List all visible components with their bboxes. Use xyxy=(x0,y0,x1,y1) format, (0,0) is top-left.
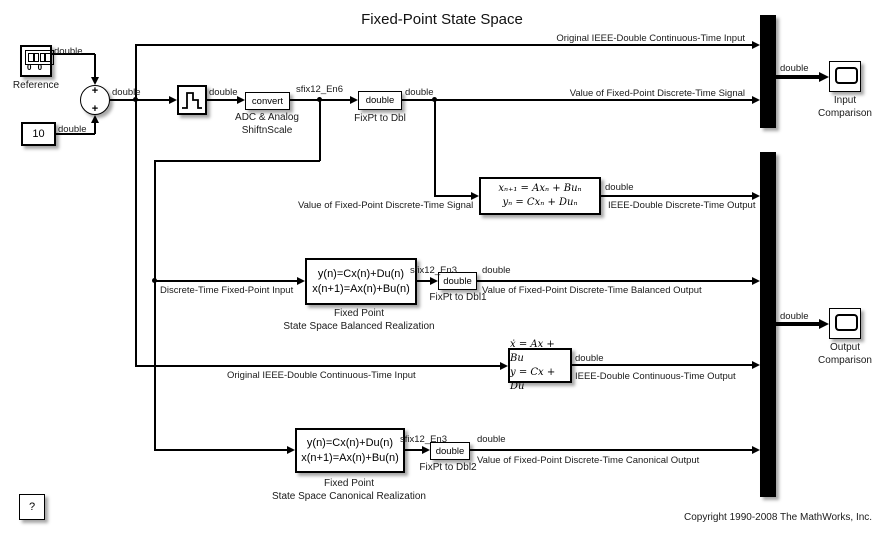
arrowhead xyxy=(297,277,305,285)
canonical-label-line1: Fixed Point xyxy=(323,478,375,489)
fixpt-to-dbl-text: double xyxy=(365,95,395,106)
arrowhead xyxy=(237,96,245,104)
signal-line[interactable] xyxy=(135,100,137,366)
arrowhead xyxy=(471,192,479,200)
signal-line[interactable] xyxy=(470,449,752,451)
arrowhead xyxy=(752,192,760,200)
balanced-realization-block[interactable] xyxy=(305,258,417,305)
arrowhead xyxy=(752,361,760,369)
arrowhead xyxy=(422,446,430,454)
datatype-label: double xyxy=(209,87,238,98)
balanced-eq-line1: y(n)=Cx(n)+Du(n) xyxy=(317,268,405,280)
signal-line[interactable] xyxy=(135,44,752,46)
signal-line[interactable] xyxy=(154,160,320,162)
datatype-label: double xyxy=(477,434,506,445)
sum-sign-bottom: + xyxy=(91,103,99,115)
arrowhead xyxy=(752,41,760,49)
signal-name-label: Original IEEE-Double Continuous-Time Input xyxy=(227,370,416,381)
arrowhead xyxy=(430,277,438,285)
signal-line[interactable] xyxy=(402,99,752,101)
diagram-title: Fixed-Point State Space xyxy=(361,11,523,28)
arrowhead xyxy=(169,96,177,104)
signal-name-label: Value of Fixed-Point Discrete-Time Signal xyxy=(569,88,745,99)
signal-line[interactable] xyxy=(776,75,819,79)
adc-label-line2: ShiftnScale xyxy=(241,125,293,136)
fixpt-to-dbl-block[interactable] xyxy=(358,91,402,110)
datatype-label: double xyxy=(780,311,809,322)
balanced-eq-line2: x(n+1)=Ax(n)+Bu(n) xyxy=(312,282,410,295)
doc-block[interactable] xyxy=(19,494,45,520)
sum-block[interactable] xyxy=(80,85,110,115)
continuous-state-space-block[interactable] xyxy=(508,338,572,392)
signal-line[interactable] xyxy=(417,280,430,282)
datatype-label: double xyxy=(58,124,87,135)
scope-screen-icon xyxy=(835,314,858,331)
signal-line[interactable] xyxy=(434,195,471,197)
doc-question-mark: ? xyxy=(28,501,36,513)
staircase-icon xyxy=(179,87,205,113)
signal-line[interactable] xyxy=(776,322,819,326)
signal-name-label: IEEE-Double Discrete-Time Output xyxy=(608,200,756,211)
signal-name-label: IEEE-Double Continuous-Time Output xyxy=(575,371,736,382)
datatype-label: double xyxy=(605,182,634,193)
datatype-label: double xyxy=(405,87,434,98)
arrowhead xyxy=(819,319,829,329)
balanced-label-line1: Fixed Point xyxy=(333,308,385,319)
signal-line[interactable] xyxy=(477,280,752,282)
constant-value: 10 xyxy=(32,128,45,140)
signal-line[interactable] xyxy=(572,364,752,366)
signal-builder-values: 0 0 xyxy=(27,63,45,72)
signal-line[interactable] xyxy=(207,99,237,101)
arrowhead xyxy=(91,115,99,123)
sum-sign-top: + xyxy=(91,85,99,97)
discrete-eq-line2: yₙ = Cxₙ + Duₙ xyxy=(502,197,578,208)
fixpt-to-dbl2-text: double xyxy=(435,445,465,457)
datatype-label: sfix12_En6 xyxy=(296,84,344,95)
copyright-text: Copyright 1990-2008 The MathWorks, Inc. xyxy=(684,512,873,523)
fixpt-to-dbl1-text: double xyxy=(443,275,472,287)
canonical-eq-line2: x(n+1)=Ax(n)+Bu(n) xyxy=(301,451,399,464)
signal-line[interactable] xyxy=(110,99,170,101)
arrowhead xyxy=(752,96,760,104)
arrowhead xyxy=(287,446,295,454)
datatype-label: sfix12_En3 xyxy=(400,434,448,445)
signal-name-label: Value of Fixed-Point Discrete-Time Balanced Output xyxy=(482,285,702,296)
adc-convert-block[interactable] xyxy=(245,92,290,110)
adc-label-line1: ADC & Analog xyxy=(235,112,299,123)
scope-screen-icon xyxy=(835,67,858,84)
arrowhead xyxy=(91,77,99,85)
input-scope-label-line2: Comparison xyxy=(818,108,872,119)
balanced-label-line2: State Space Balanced Realization xyxy=(283,321,435,332)
arrowhead xyxy=(752,446,760,454)
signal-line[interactable] xyxy=(434,100,436,196)
input-mux[interactable] xyxy=(760,15,776,128)
canonical-eq-line1: y(n)=Cx(n)+Du(n) xyxy=(306,437,394,449)
output-scope-label-line1: Output xyxy=(829,342,861,353)
signal-line[interactable] xyxy=(154,449,287,451)
fixpt-to-dbl1-label: FixPt to Dbl1 xyxy=(429,292,487,303)
signal-line[interactable] xyxy=(405,449,422,451)
output-mux[interactable] xyxy=(760,152,776,497)
signal-name-label: Value of Fixed-Point Discrete-Time Canonical Output xyxy=(477,455,700,466)
output-comparison-scope[interactable] xyxy=(829,308,861,339)
constant-block[interactable] xyxy=(21,122,56,146)
signal-name-label: Original IEEE-Double Continuous-Time Input xyxy=(556,33,745,44)
signal-line[interactable] xyxy=(154,280,297,282)
datatype-label: double xyxy=(780,63,809,74)
arrowhead xyxy=(350,96,358,104)
signal-line[interactable] xyxy=(601,195,752,197)
continuous-eq-line2: y = Cx + Du xyxy=(510,366,556,392)
signal-line[interactable] xyxy=(319,100,321,161)
canonical-realization-block[interactable] xyxy=(295,428,405,473)
arrowhead xyxy=(752,277,760,285)
signal-name-label: Discrete-Time Fixed-Point Input xyxy=(160,285,294,296)
discrete-state-space-block[interactable] xyxy=(479,177,601,215)
convert-text: convert xyxy=(251,95,284,107)
datatype-label: double xyxy=(482,265,511,276)
datatype-label: double xyxy=(575,353,604,364)
continuous-eq-line1: ẋ = Ax + Bu xyxy=(510,338,555,364)
canonical-label-line2: State Space Canonical Realization xyxy=(272,491,426,502)
discrete-eq-line1: xₙ₊₁ = Axₙ + Buₙ xyxy=(498,183,582,194)
arrowhead xyxy=(819,72,829,82)
zero-order-hold-block[interactable] xyxy=(177,85,207,115)
datatype-label: sfix12_En3 xyxy=(410,265,458,276)
signal-line[interactable] xyxy=(94,123,96,134)
output-scope-label-line2: Comparison xyxy=(818,355,872,366)
reference-label: Reference xyxy=(12,80,60,91)
fixpt-to-dbl2-label: FixPt to Dbl2 xyxy=(419,462,477,473)
input-comparison-scope[interactable] xyxy=(829,61,861,92)
datatype-label: double xyxy=(112,87,141,98)
input-scope-label-line1: Input xyxy=(833,95,857,106)
signal-name-label: Value of Fixed-Point Discrete-Time Signal xyxy=(298,200,474,211)
signal-line[interactable] xyxy=(135,365,500,367)
arrowhead xyxy=(500,362,508,370)
reference-block[interactable] xyxy=(20,45,52,77)
signal-line[interactable] xyxy=(154,161,156,450)
datatype-label: double xyxy=(54,46,83,57)
fixpt-to-dbl-label: FixPt to Dbl xyxy=(354,113,406,124)
signal-line[interactable] xyxy=(94,54,96,77)
